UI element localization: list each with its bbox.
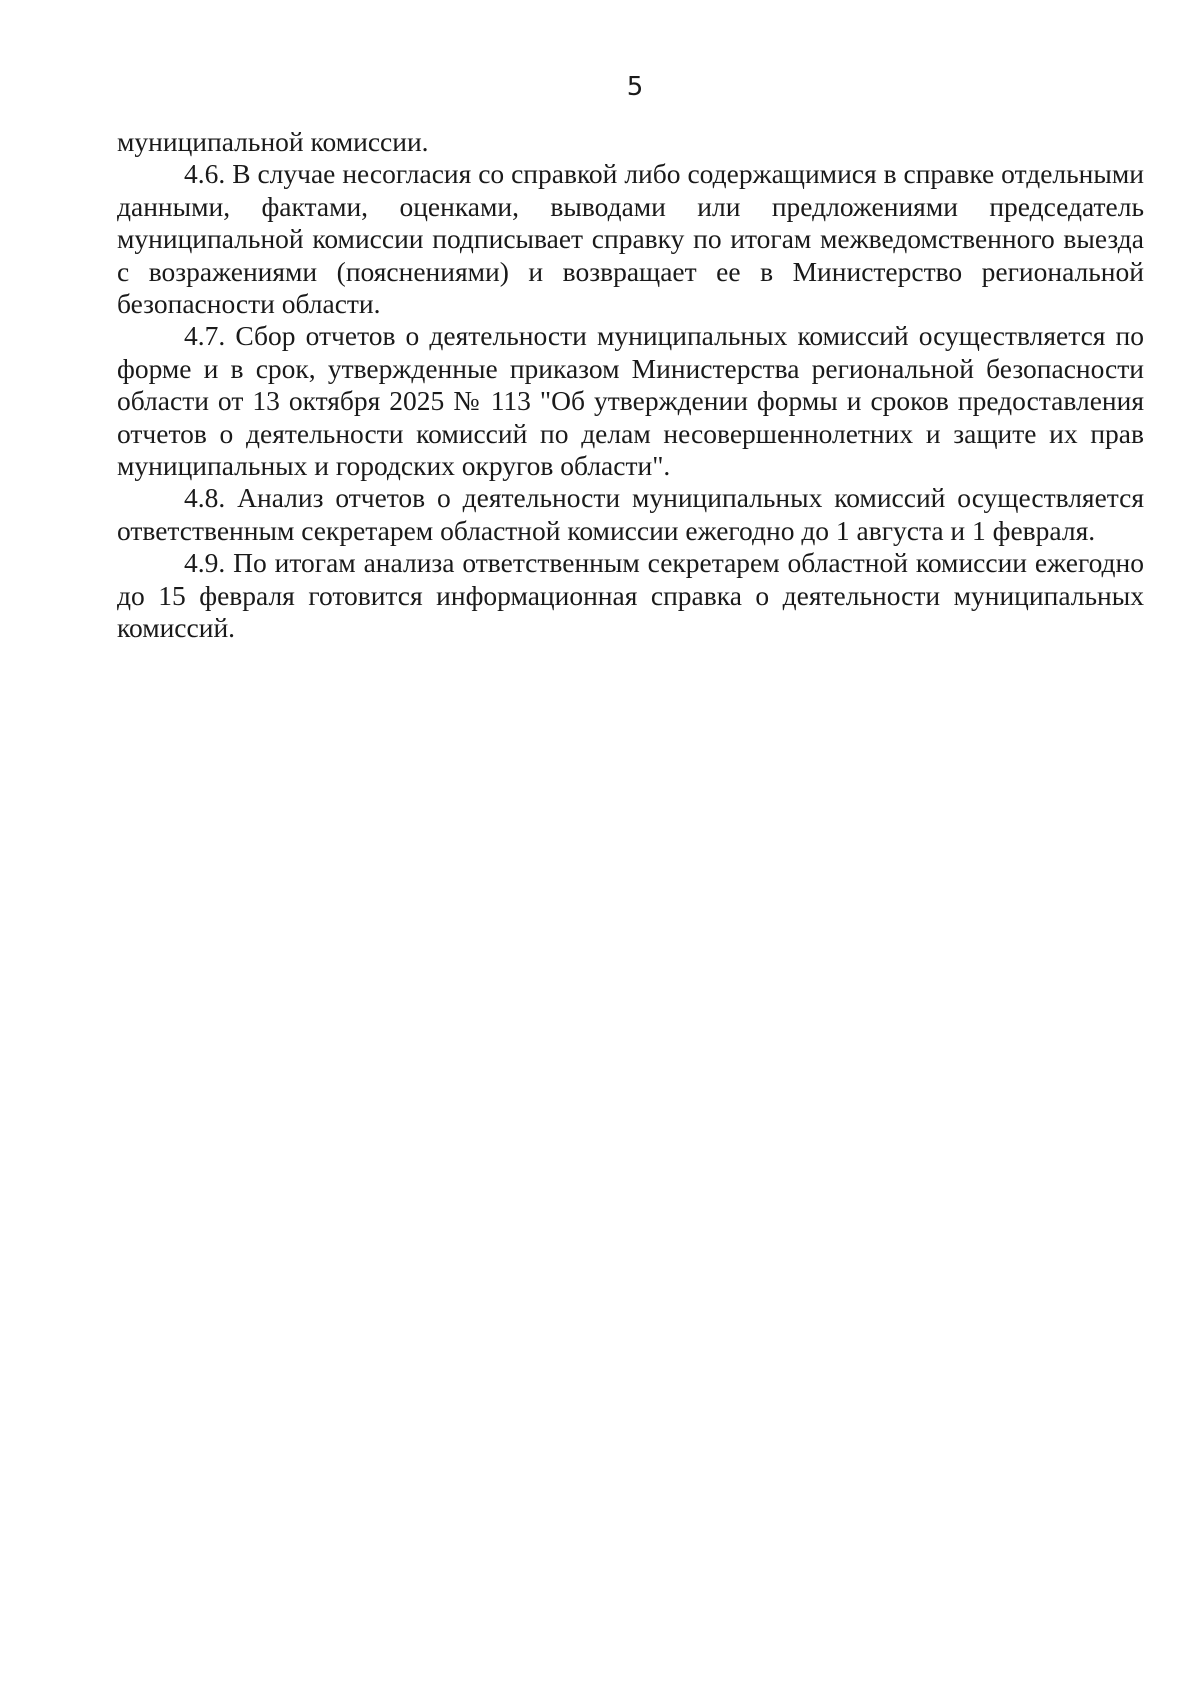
paragraph-clause-4-6: 4.6. В случае несогласия со справкой либо содержащимися в справке отдельными данными, фактами, оценками, выводами или предложениями председатель муниципальной комиссии подписывает справку по итогам межведомственного выезда с возражениями (пояснениями) и возвращает ее в Министерство региональной безопасности области. bbox=[117, 158, 1144, 320]
paragraph-clause-4-9: 4.9. По итогам анализа ответственным секретарем областной комиссии ежегодно до 15 февраля готовится информационная справка о деятельности муниципальных комиссий. bbox=[117, 547, 1144, 644]
paragraph-continuation: муниципальной комиссии. bbox=[117, 126, 429, 157]
document-body bbox=[117, 126, 1144, 645]
paragraph-clause-4-7: 4.7. Сбор отчетов о деятельности муниципальных комиссий осуществляется по форме и в срок, утвержденные приказом Министерства региональной безопасности области от 13 октября 2025 № 113 "Об утверждении формы и сроков предоставления отчетов о деятельности комиссий по делам несовершеннолетних и защите их прав муниципальных и городских округов области". bbox=[117, 320, 1144, 482]
paragraph-clause-4-8: 4.8. Анализ отчетов о деятельности муниципальных комиссий осуществляется ответственным секретарем областной комиссии ежегодно до 1 августа и 1 февраля. bbox=[117, 482, 1144, 546]
page-number: 5 bbox=[626, 72, 644, 102]
